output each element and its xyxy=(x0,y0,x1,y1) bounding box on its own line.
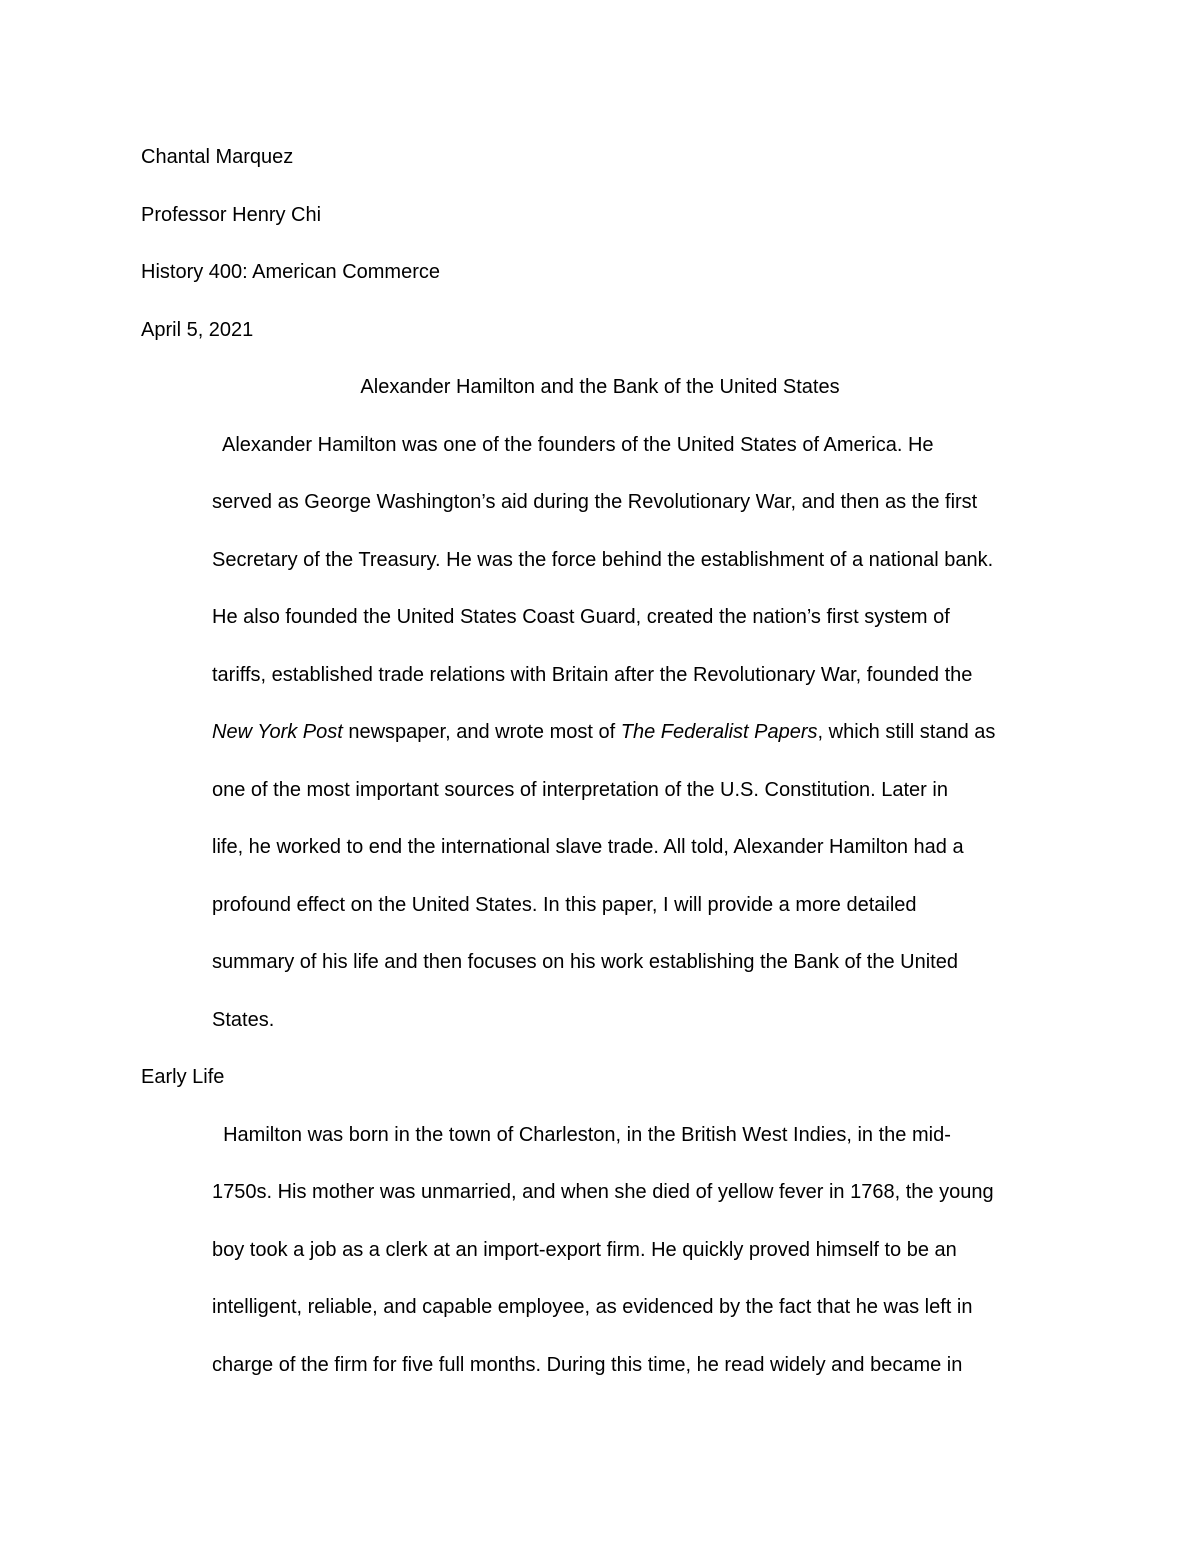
paragraph-line: tariffs, established trade relations with Britain after the Revolutionary War, founded the xyxy=(212,664,973,686)
paragraph-line: Alexander Hamilton was one of the founders of the United States of America. He xyxy=(212,434,934,456)
paragraph-line: He also founded the United States Coast Guard, created the nation’s first system of xyxy=(212,606,950,628)
text-span: , which still stand as xyxy=(817,721,996,743)
paper-date: April 5, 2021 xyxy=(141,319,254,341)
text-span: newspaper, and wrote most of xyxy=(342,721,621,743)
paragraph-line: Hamilton was born in the town of Charleston, in the British West Indies, in the mid- xyxy=(212,1124,951,1146)
paragraph-line xyxy=(212,720,995,744)
professor-name: Professor Henry Chi xyxy=(141,204,322,226)
paragraph-line: profound effect on the United States. In this paper, I will provide a more detailed xyxy=(212,894,917,916)
paragraph-line: boy took a job as a clerk at an import-export firm. He quickly proved himself to be an xyxy=(212,1239,957,1261)
paragraph-line: one of the most important sources of interpretation of the U.S. Constitution. Later in xyxy=(212,779,948,801)
paragraph-line: 1750s. His mother was unmarried, and when she died of yellow fever in 1768, the young xyxy=(212,1181,994,1203)
paragraph-line: summary of his life and then focuses on his work establishing the Bank of the United xyxy=(212,951,958,973)
paragraph-line: charge of the firm for five full months. During this time, he read widely and became in xyxy=(212,1354,963,1376)
paragraph-line: Secretary of the Treasury. He was the force behind the establishment of a national bank. xyxy=(212,549,994,571)
section-heading-early-life: Early Life xyxy=(141,1066,225,1088)
paper-title: Alexander Hamilton and the Bank of the United States xyxy=(360,376,840,398)
italic-title-federalist-papers: The Federalist Papers xyxy=(620,721,818,743)
italic-title-new-york-post: New York Post xyxy=(212,721,343,743)
paragraph-line: States. xyxy=(212,1009,275,1031)
author-name: Chantal Marquez xyxy=(141,146,294,168)
paragraph-line: served as George Washington’s aid during the Revolutionary War, and then as the first xyxy=(212,491,978,513)
paragraph-line: intelligent, reliable, and capable employee, as evidenced by the fact that he was left in xyxy=(212,1296,973,1318)
course-name: History 400: American Commerce xyxy=(141,261,440,283)
paragraph-line: life, he worked to end the international slave trade. All told, Alexander Hamilton had a xyxy=(212,836,964,858)
